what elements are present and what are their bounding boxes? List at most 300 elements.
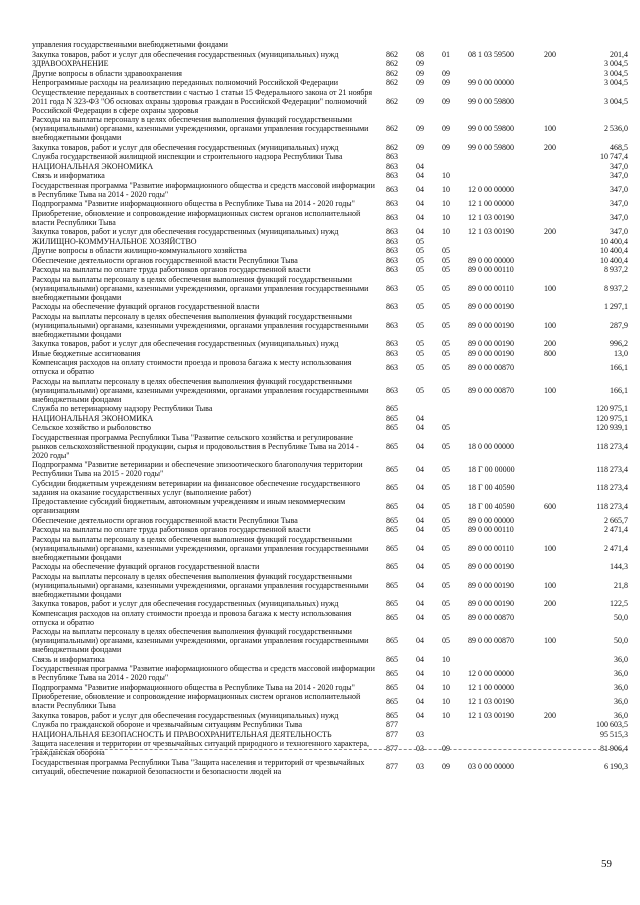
row-amount: 144,3 [610,562,628,571]
row-expense-type: 800 [544,348,556,358]
row-expense-type [540,655,568,665]
row-subsection-code: 05 [442,483,450,492]
row-name: Другие вопросы в области жилищно-коммунального хозяйства [32,246,247,255]
table-row [32,664,628,683]
row-subsection-code [438,730,464,740]
table-row [32,525,628,535]
row-section-code: 04 [416,515,424,525]
row-subsection-code [438,40,464,50]
row-admin-code: 862 [386,59,398,68]
row-name: Осуществление переданных в соответствии с частью 1 статьи 15 Федерального закона от 21 ноября 2011 года N 323-ФЗ "Об основах охраны здоровья граждан в Российской Федерации" полномочий Российской Федерации в сфере охраны здоровья [32,87,373,115]
table-row [32,497,628,516]
row-target-code: 89 0 00 00110 [468,543,514,553]
row-target-code: 99 0 00 59800 [468,96,514,106]
row-section-code: 05 [416,362,424,372]
row-expense-type: 200 [544,49,556,59]
row-target-code: 89 0 00 00190 [468,562,514,571]
row-admin-code: 863 [386,161,398,171]
table-row [32,339,628,349]
table-row [32,171,628,181]
row-subsection-code: 09 [442,743,450,753]
row-target-code: 12 0 00 00000 [468,668,514,678]
row-admin-code: 865 [386,464,398,474]
row-subsection-code: 05 [442,348,450,358]
table-row [32,237,628,247]
row-target-code [464,237,540,247]
table-row [32,627,628,655]
row-target-code [464,59,540,69]
row-expense-type [540,69,568,79]
row-admin-code: 865 [386,580,398,590]
row-name: Государственная программа Республики Тыва "Защита населения и территорий от чрезвычайных ситуаций, обеспечение пожарной безопасности и безопасности людей на [32,757,365,776]
row-amount: 100 603,5 [596,720,628,729]
row-target-code: 89 0 00 00870 [468,613,514,622]
table-row [32,758,628,777]
table-row [32,535,628,563]
row-subsection-code [438,237,464,247]
row-target-code: 89 0 00 00110 [468,525,514,534]
row-subsection-code: 05 [442,441,450,451]
table-row [32,562,628,572]
row-target-code: 08 1 03 59500 [468,49,514,59]
row-target-code [464,423,540,433]
row-amount: 10 400,4 [600,236,628,246]
row-amount: 21,8 [614,580,628,590]
row-admin-code: 863 [386,339,398,348]
row-amount: 118 273,4 [596,483,628,492]
row-section-code: 04 [416,413,424,423]
row-subsection-code: 05 [442,562,450,571]
table-row [32,358,628,377]
row-target-code [464,730,540,740]
row-target-code: 99 0 00 59800 [468,142,514,152]
row-target-code: 03 0 00 00000 [468,762,514,771]
row-name: Подпрограмма "Развитие ветеринарии и обеспечение эпизоотического благополучия территории Республики Тыва на 2015 - 2020 годы" [32,460,363,478]
row-subsection-code [438,152,464,162]
row-subsection-code: 05 [442,543,450,553]
row-section-code: 09 [416,68,424,78]
row-subsection-code: 10 [442,171,450,180]
row-expense-type [540,302,568,312]
row-name: Обеспечение деятельности органов государственной власти Республики Тыва [32,515,298,525]
row-amount: 468,5 [610,142,628,152]
row-target-code: 12 0 00 00000 [468,185,514,194]
table-row [32,312,628,340]
row-admin-code: 863 [386,362,398,372]
table-row [32,516,628,526]
row-amount: 118 273,4 [596,501,628,511]
table-row [32,692,628,711]
row-expense-type [540,664,568,683]
row-section-code: 09 [416,78,424,87]
row-name: Закупка товаров, работ и услуг для обеспечения государственных (муниципальных) нужд [32,142,339,152]
row-section-code: 04 [416,562,424,571]
page-number: 59 [601,858,612,870]
row-expense-type: 200 [544,710,556,720]
row-subsection-code: 05 [442,362,450,372]
row-amount: 3 004,5 [604,59,628,68]
row-section-code: 08 [416,49,424,59]
row-subsection-code: 05 [442,423,450,432]
row-name: НАЦИОНАЛЬНАЯ ЭКОНОМИКА [32,161,154,171]
row-expense-type: 200 [544,142,556,152]
row-section-code: 05 [416,348,424,358]
row-target-code: 12 1 03 00190 [468,213,514,222]
row-target-code: 18 Г 00 40590 [468,483,515,492]
row-section-code: 04 [416,171,424,180]
row-expense-type [540,609,568,628]
row-name: Компенсация расходов на оплату стоимости проезда и провоза багажа к месту использования отпуска и обратно [32,608,352,627]
row-amount: 347,0 [610,199,628,208]
table-row [32,40,628,50]
row-name: Расходы на выплаты персоналу в целях обеспечения выполнения функций государственными (муниципальными) органами, казенными учреждениями, органами управления государственными внебюджетными фондами [32,571,369,599]
row-target-code: 89 0 00 00870 [468,636,514,645]
row-target-code: 18 Г 00 00000 [468,464,515,474]
row-admin-code: 862 [386,68,398,78]
row-admin-code: 877 [386,729,398,739]
row-subsection-code: 05 [442,599,450,608]
row-target-code [464,40,540,50]
row-subsection-code: 05 [442,501,450,511]
budget-table [32,40,628,776]
row-subsection-code [438,404,464,414]
row-expense-type: 100 [544,543,556,553]
row-name: Предоставление субсидий бюджетным, автономным учреждениям и иным некоммерческим организациям [32,497,346,515]
row-section-code: 04 [416,580,424,590]
row-expense-type [540,692,568,711]
row-target-code: 89 0 00 00190 [468,320,514,330]
row-subsection-code: 05 [442,613,450,622]
row-expense-type [540,562,568,572]
row-section-code: 03 [416,743,424,753]
row-section-code: 04 [416,682,424,692]
row-admin-code: 865 [386,501,398,511]
row-name: Расходы на выплаты персоналу в целях обеспечения выполнения функций государственными (муниципальными) органами, казенными учреждениями, органами управления государственными внебюджетными фондами [32,115,369,142]
row-subsection-code: 01 [442,49,450,59]
row-section-code [412,720,438,730]
row-section-code: 04 [416,599,424,608]
row-target-code: 89 0 00 00190 [468,580,514,590]
row-target-code [464,404,540,414]
row-expense-type: 200 [544,339,556,348]
row-target-code: 12 1 03 00190 [468,227,514,236]
row-admin-code: 865 [386,423,398,432]
row-expense-type [540,246,568,256]
budget-table-body [32,40,628,776]
row-expense-type [540,78,568,88]
row-expense-type [540,479,568,498]
row-section-code: 04 [416,185,424,194]
row-admin-code: 863 [386,199,398,208]
row-subsection-code [438,720,464,730]
scan-cut-line [30,749,626,750]
row-subsection-code [438,414,464,424]
row-expense-type [540,265,568,275]
row-target-code: 12 1 03 00190 [468,710,514,720]
row-amount: 122,5 [610,599,628,608]
table-row [32,711,628,721]
row-name: Расходы на выплаты персоналу в целях обеспечения выполнения функций государственными (муниципальными) органами, казенными учреждениями, органами управления государственными внебюджетными фондами [32,534,369,562]
row-admin-code: 863 [386,283,398,293]
row-name: Расходы на обеспечение функций органов государственной власти [32,562,260,571]
row-subsection-code [438,162,464,172]
row-section-code: 09 [416,96,424,106]
row-target-code: 18 Г 00 40590 [468,501,515,511]
row-admin-code: 877 [386,762,398,771]
row-target-code [464,69,540,79]
table-row [32,181,628,200]
row-admin-code: 865 [386,696,398,706]
row-section-code: 05 [416,385,424,395]
row-name: НАЦИОНАЛЬНАЯ ЭКОНОМИКА [32,413,154,423]
row-expense-type [540,181,568,200]
row-admin-code: 863 [386,246,398,255]
row-admin-code: 865 [386,613,398,622]
row-section-code: 03 [416,729,424,739]
row-admin-code: 865 [386,682,398,692]
row-amount: 2 665,7 [604,515,628,525]
row-admin-code: 865 [386,562,398,571]
row-admin-code: 862 [386,49,398,59]
row-subsection-code: 05 [442,580,450,590]
table-row [32,143,628,153]
row-expense-type [540,209,568,228]
row-subsection-code: 10 [442,185,450,194]
table-row [32,720,628,730]
row-expense-type [540,683,568,693]
row-expense-type [540,256,568,266]
row-amount: 118 273,4 [596,464,628,474]
table-row [32,460,628,479]
table-row [32,199,628,209]
row-name: Служба по гражданской обороне и чрезвычайным ситуациям Республики Тыва [32,720,303,729]
row-target-code [464,414,540,424]
row-amount: 287,9 [610,320,628,330]
row-amount: 118 273,4 [596,441,628,451]
row-amount: 120 975,1 [596,413,628,423]
table-row [32,227,628,237]
table-row [32,730,628,740]
row-subsection-code: 05 [442,246,450,255]
row-amount: 36,0 [614,682,628,692]
row-expense-type: 200 [544,599,556,608]
table-row [32,302,628,312]
table-row [32,404,628,414]
row-name: Иные бюджетные ассигнования [32,348,141,358]
row-section-code: 05 [416,339,424,348]
row-admin-code: 863 [386,348,398,358]
row-target-code [464,162,540,172]
row-expense-type [540,460,568,479]
row-target-code [464,655,540,665]
row-admin-code: 865 [386,636,398,645]
row-subsection-code: 10 [442,696,450,706]
row-expense-type [540,423,568,433]
row-amount: 347,0 [610,227,628,236]
row-target-code: 89 0 00 00870 [468,385,514,395]
table-row [32,50,628,60]
row-expense-type: 200 [544,227,556,236]
table-row [32,655,628,665]
row-expense-type: 100 [544,580,556,590]
row-expense-type [540,152,568,162]
row-subsection-code: 09 [442,68,450,78]
row-amount: 6 190,3 [604,762,628,771]
row-expense-type [540,162,568,172]
row-name: Связь и информатика [32,171,105,180]
row-amount: 201,4 [610,49,628,59]
row-expense-type [540,88,568,116]
row-amount: 2 471,4 [604,543,628,553]
table-row [32,69,628,79]
row-section-code [412,152,438,162]
row-subsection-code: 09 [442,762,450,771]
row-expense-type: 100 [544,320,556,330]
row-section-code: 05 [416,320,424,330]
row-name: Приобретение, обновление и сопровождение информационных систем органов исполнительной власти Республики Тыва [32,208,361,227]
row-expense-type [540,414,568,424]
row-subsection-code: 05 [442,515,450,525]
row-subsection-code: 05 [442,525,450,534]
row-section-code [412,404,438,414]
row-amount: 36,0 [614,654,628,664]
row-target-code [464,152,540,162]
row-target-code: 12 1 00 00000 [468,199,514,208]
row-name: Расходы на выплаты по оплате труда работников органов государственной власти [32,525,311,534]
row-expense-type [540,730,568,740]
row-name: Расходы на выплаты персоналу в целях обеспечения выполнения функций государственными (муниципальными) органами, казенными учреждениями, органами управления государственными внебюджетными фондами [32,627,369,654]
row-subsection-code: 05 [442,320,450,330]
table-row [32,152,628,162]
row-amount: 36,0 [614,710,628,720]
row-expense-type: 100 [544,283,556,293]
row-amount: 50,0 [614,636,628,645]
table-row [32,275,628,303]
row-section-code: 05 [416,236,424,246]
row-admin-code: 865 [386,710,398,720]
row-admin-code: 863 [386,185,398,194]
row-amount: 347,0 [610,185,628,194]
table-row [32,265,628,275]
table-row [32,609,628,628]
row-name: Субсидии бюджетным учреждениям ветеринарии на финансовое обеспечение государственного задания на оказание государственных услуг (выполнение работ) [32,478,361,497]
row-name: Закупка товаров, работ и услуг для обеспечения государственных (муниципальных) нужд [32,339,339,348]
row-section-code: 04 [416,423,424,432]
row-amount: 81 906,4 [600,743,628,753]
row-name: Расходы на выплаты персоналу в целях обеспечения выполнения функций государственными (муниципальными) органами, казенными учреждениями, органами управления государственными внебюджетными фондами [32,376,369,404]
row-name: Связь и информатика [32,654,105,664]
row-admin-code: 877 [386,743,398,753]
row-name: Подпрограмма "Развитие информационного общества в Республике Тыва на 2014 - 2020 годы" [32,199,355,208]
row-admin-code: 863 [386,171,398,180]
row-target-code: 89 0 00 00190 [468,599,514,608]
row-subsection-code: 09 [442,142,450,152]
row-admin-code: 865 [386,543,398,553]
row-amount: 3 004,5 [604,68,628,78]
row-section-code: 04 [416,501,424,511]
table-row [32,115,628,143]
row-subsection-code: 05 [442,385,450,395]
row-amount: 120 975,1 [596,404,628,413]
row-amount: 10 400,4 [600,246,628,255]
row-section-code: 04 [416,525,424,534]
row-admin-code: 865 [386,599,398,608]
row-section-code: 04 [416,161,424,171]
row-section-code: 05 [416,283,424,293]
row-amount: 347,0 [610,171,628,180]
row-name: Расходы на выплаты по оплате труда работников органов государственной власти [32,265,311,274]
row-admin-code: 865 [386,515,398,525]
table-row [32,59,628,69]
row-expense-type: 100 [544,636,556,645]
row-amount: 166,1 [610,385,628,395]
row-target-code: 99 0 00 59800 [468,124,514,133]
table-row [32,572,628,600]
row-section-code: 05 [416,255,424,265]
row-section-code: 09 [416,59,424,68]
row-amount: 36,0 [614,668,628,678]
row-target-code: 12 1 03 00190 [468,696,514,706]
row-subsection-code: 10 [442,227,450,236]
row-name: Государственная программа "Развитие информационного общества и средств массовой информации в Республике Тыва на 2014 - 2020 годы" [32,664,375,682]
row-admin-code: 863 [386,385,398,395]
table-row [32,433,628,461]
row-subsection-code: 10 [442,682,450,692]
row-name: Государственная программа "Развитие информационного общества и средств массовой информации в Республике Тыва на 2014 - 2020 годы" [32,180,375,199]
row-amount: 347,0 [610,213,628,222]
row-subsection-code: 05 [442,302,450,311]
row-section-code: 04 [416,199,424,208]
row-admin-code: 865 [386,441,398,451]
row-expense-type [540,433,568,461]
row-amount: 13,0 [614,348,628,358]
row-subsection-code: 10 [442,668,450,678]
table-row [32,414,628,424]
row-name: Расходы на обеспечение функций органов государственной власти [32,302,260,311]
row-target-code: 89 0 00 00000 [468,515,514,525]
row-admin-code: 863 [386,320,398,330]
table-row [32,162,628,172]
row-admin-code: 863 [386,213,398,222]
row-target-code: 89 0 00 00870 [468,362,514,372]
row-target-code [464,171,540,181]
row-amount: 166,1 [610,362,628,372]
row-section-code: 04 [416,464,424,474]
row-name: Непрограммные расходы на реализацию переданных полномочий Российской Федерации [32,78,339,87]
row-expense-type [540,358,568,377]
row-target-code: 12 1 00 00000 [468,682,514,692]
row-section-code: 05 [416,265,424,274]
row-section-code [412,40,438,50]
row-name: Компенсация расходов на оплату стоимости проезда и провоза багажа к месту использования отпуска и обратно [32,358,352,376]
row-subsection-code: 10 [442,213,450,222]
row-amount: 3 004,5 [604,96,628,106]
row-subsection-code: 05 [442,339,450,348]
row-section-code: 04 [416,710,424,720]
row-admin-code: 865 [386,413,398,423]
row-subsection-code: 09 [442,96,450,106]
row-amount: 95 515,3 [600,729,628,739]
table-row [32,683,628,693]
row-name: Обеспечение деятельности органов государственной власти Республики Тыва [32,255,298,265]
row-subsection-code: 05 [442,283,450,293]
row-expense-type [540,171,568,181]
row-expense-type: 100 [544,385,556,395]
row-expense-type: 100 [544,124,556,133]
row-subsection-code [438,59,464,69]
table-row [32,88,628,116]
row-amount: 36,0 [614,696,628,706]
